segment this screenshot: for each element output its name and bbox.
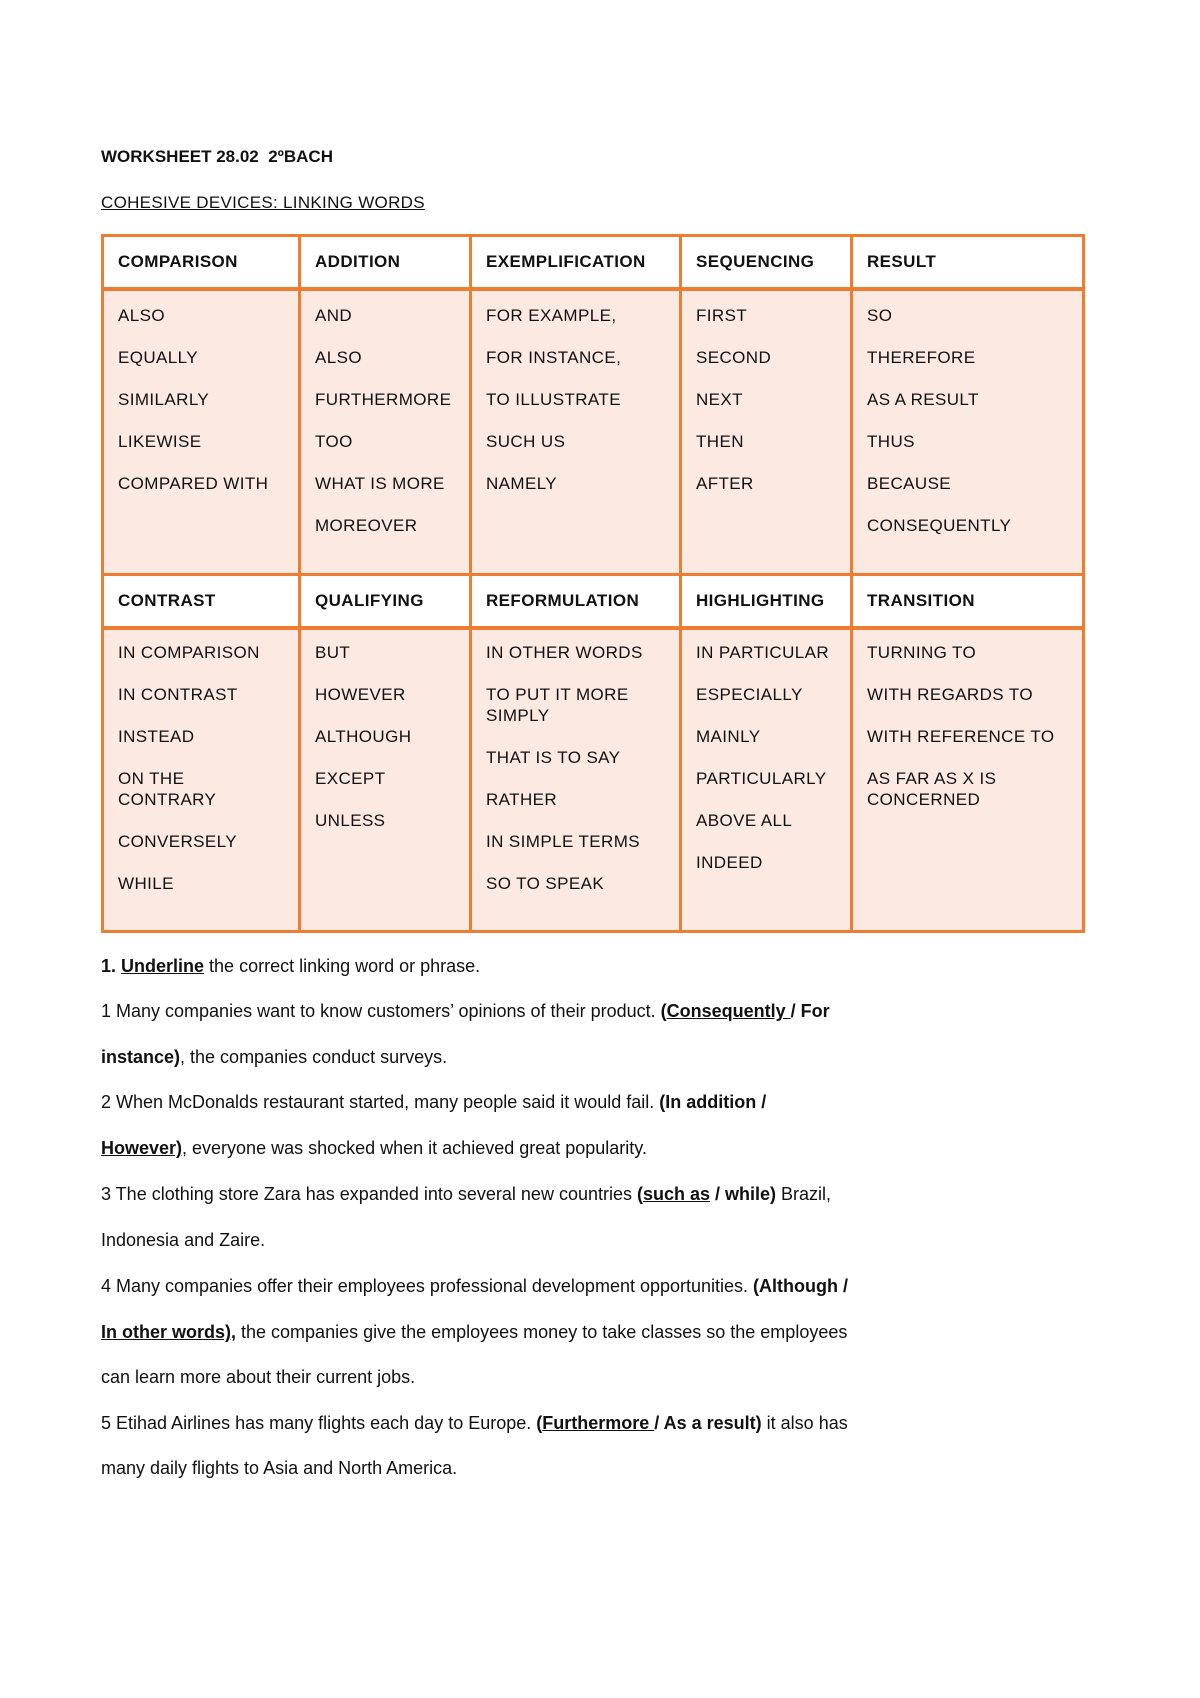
table-header-row-1 (103, 236, 1084, 290)
linking-word: THAT IS TO SAY (486, 748, 621, 767)
header-qualifying: QUALIFYING (300, 575, 471, 629)
linking-word: CONVERSELY (118, 832, 237, 851)
header-exemplification: EXEMPLIFICATION (471, 236, 681, 290)
linking-word: AS A RESULT (867, 390, 979, 409)
linking-word: IN CONTRAST (118, 685, 238, 704)
linking-word: IN OTHER WORDS (486, 643, 643, 662)
linking-word: EXCEPT (315, 769, 386, 788)
linking-word: MOREOVER (315, 516, 418, 535)
table-body-row-2 (103, 628, 1084, 932)
linking-word: BECAUSE (867, 474, 952, 493)
q1-text: 1 Many companies want to know customers’ opinions of their product. (101, 1001, 661, 1021)
q5-option-as-a-result: / As a result) (654, 1413, 762, 1433)
q5-paren: ( (536, 1413, 543, 1433)
linking-word: NAMELY (486, 474, 558, 493)
linking-word: COMPARED WITH (118, 474, 269, 493)
header-reformulation: REFORMULATION (471, 575, 681, 629)
header-addition: ADDITION (300, 236, 471, 290)
linking-word: WITH REGARDS TO (867, 685, 1033, 704)
linking-word: SECOND (696, 348, 772, 367)
linking-word: AND (315, 306, 353, 325)
table-header-row-2 (103, 575, 1084, 629)
category-cell (681, 628, 852, 932)
category-cell (852, 628, 1084, 932)
question-4-line-2 (101, 1322, 847, 1343)
q1-paren: ( (660, 1001, 667, 1021)
linking-word: WHILE (118, 874, 174, 893)
header-contrast: CONTRAST (103, 575, 300, 629)
header-sequencing: SEQUENCING (681, 236, 852, 290)
question-2-line-2 (101, 1138, 647, 1159)
linking-word: THEREFORE (867, 348, 976, 367)
q1-option-consequently: Consequently (666, 1001, 791, 1021)
question-4-line-3: can learn more about their current jobs. (101, 1367, 416, 1387)
linking-word: ALTHOUGH (315, 727, 412, 746)
linking-word: ALSO (315, 348, 362, 367)
linking-words-table (101, 234, 1085, 933)
header-transition: TRANSITION (852, 575, 1084, 629)
category-cell (103, 289, 300, 575)
linking-word: ABOVE ALL (696, 811, 793, 830)
linking-word: TO ILLUSTRATE (486, 390, 621, 409)
linking-word: INSTEAD (118, 727, 195, 746)
q3-text: 3 The clothing store Zara has expanded into several new countries (101, 1184, 637, 1204)
category-cell (103, 628, 300, 932)
q4-option-although: (Although / (753, 1276, 849, 1296)
q2-option-however: However) (101, 1138, 183, 1158)
linking-word: NEXT (696, 390, 743, 409)
linking-word: UNLESS (315, 811, 386, 830)
linking-word: INDEED (696, 853, 763, 872)
q1-option-instance: instance) (101, 1047, 181, 1067)
category-cell (471, 289, 681, 575)
q2-text-after: , everyone was shocked when it achieved great popularity. (182, 1138, 647, 1158)
q4-option-in-other-words: In other words) (101, 1322, 231, 1342)
instruction-number: 1. (101, 956, 117, 976)
question-2-line-1 (101, 1092, 766, 1113)
q3-option-while: / while) (710, 1184, 777, 1204)
q1-option-for: / For (790, 1001, 830, 1021)
question-5-line-1 (101, 1413, 848, 1434)
category-cell (852, 289, 1084, 575)
linking-word: IN PARTICULAR (696, 643, 830, 662)
linking-word: PARTICULARLY (696, 769, 827, 788)
linking-word: AFTER (696, 474, 754, 493)
linking-word: LIKEWISE (118, 432, 202, 451)
linking-word: EQUALLY (118, 348, 198, 367)
q2-text: 2 When McDonalds restaurant started, many people said it would fail. (101, 1092, 660, 1112)
linking-word: SIMILARLY (118, 390, 210, 409)
linking-word: FOR EXAMPLE, (486, 306, 617, 325)
worksheet-title: WORKSHEET 28.02 2ºBACH (101, 147, 333, 166)
linking-word: CONSEQUENTLY (867, 516, 1012, 535)
linking-word: THUS (867, 432, 915, 451)
header-highlighting: HIGHLIGHTING (681, 575, 852, 629)
worksheet-subtitle: COHESIVE DEVICES: LINKING WORDS (101, 193, 425, 212)
header-result: RESULT (852, 236, 1084, 290)
linking-word: FOR INSTANCE, (486, 348, 622, 367)
linking-word: MAINLY (696, 727, 761, 746)
linking-word: ALSO (118, 306, 165, 325)
table-body-row-1 (103, 289, 1084, 575)
linking-word: ON THE CONTRARY (118, 769, 217, 809)
linking-word: AS FAR AS X IS CONCERNED (867, 769, 997, 809)
linking-word: WITH REFERENCE TO (867, 727, 1055, 746)
q2-option-in-addition: (In addition / (659, 1092, 767, 1112)
linking-word: SO (867, 306, 893, 325)
instruction-keyword: Underline (121, 956, 205, 976)
linking-word: TOO (315, 432, 353, 451)
linking-word: RATHER (486, 790, 558, 809)
linking-word: FURTHERMORE (315, 390, 452, 409)
question-1-line-1 (101, 1001, 830, 1022)
linking-word: IN COMPARISON (118, 643, 260, 662)
q3-option-such-as: such as (642, 1184, 711, 1204)
header-comparison: COMPARISON (103, 236, 300, 290)
question-5-line-2: many daily flights to Asia and North America. (101, 1458, 458, 1478)
linking-word: THEN (696, 432, 744, 451)
instruction-text: the correct linking word or phrase. (204, 956, 481, 976)
linking-word: TURNING TO (867, 643, 977, 662)
q1-text-after: , the companies conduct surveys. (180, 1047, 448, 1067)
category-cell (681, 289, 852, 575)
q3-text-after: Brazil, (776, 1184, 832, 1204)
linking-word: BUT (315, 643, 351, 662)
question-3-line-1 (101, 1184, 831, 1205)
question-4-line-1 (101, 1276, 848, 1297)
q3-paren: ( (636, 1184, 643, 1204)
linking-word: SO TO SPEAK (486, 874, 605, 893)
linking-word: SUCH US (486, 432, 566, 451)
linking-word: WHAT IS MORE (315, 474, 445, 493)
q4-comma: , (231, 1322, 237, 1342)
linking-word: ESPECIALLY (696, 685, 803, 704)
question-3-line-2: Indonesia and Zaire. (101, 1230, 266, 1250)
q4-text-after: the companies give the employees money to take classes so the employees (236, 1322, 848, 1342)
linking-word: HOWEVER (315, 685, 406, 704)
linking-word: FIRST (696, 306, 748, 325)
q5-text: 5 Etihad Airlines has many flights each day to Europe. (101, 1413, 537, 1433)
category-cell (300, 289, 471, 575)
exercise-instruction (101, 956, 480, 977)
linking-word: IN SIMPLE TERMS (486, 832, 640, 851)
q5-text-after: it also has (761, 1413, 848, 1433)
category-cell (300, 628, 471, 932)
linking-word: TO PUT IT MORE SIMPLY (486, 685, 629, 725)
question-1-line-2 (101, 1047, 447, 1068)
category-cell (471, 628, 681, 932)
q5-option-furthermore: Furthermore (542, 1413, 655, 1433)
q4-text: 4 Many companies offer their employees professional development opportunities. (101, 1276, 754, 1296)
